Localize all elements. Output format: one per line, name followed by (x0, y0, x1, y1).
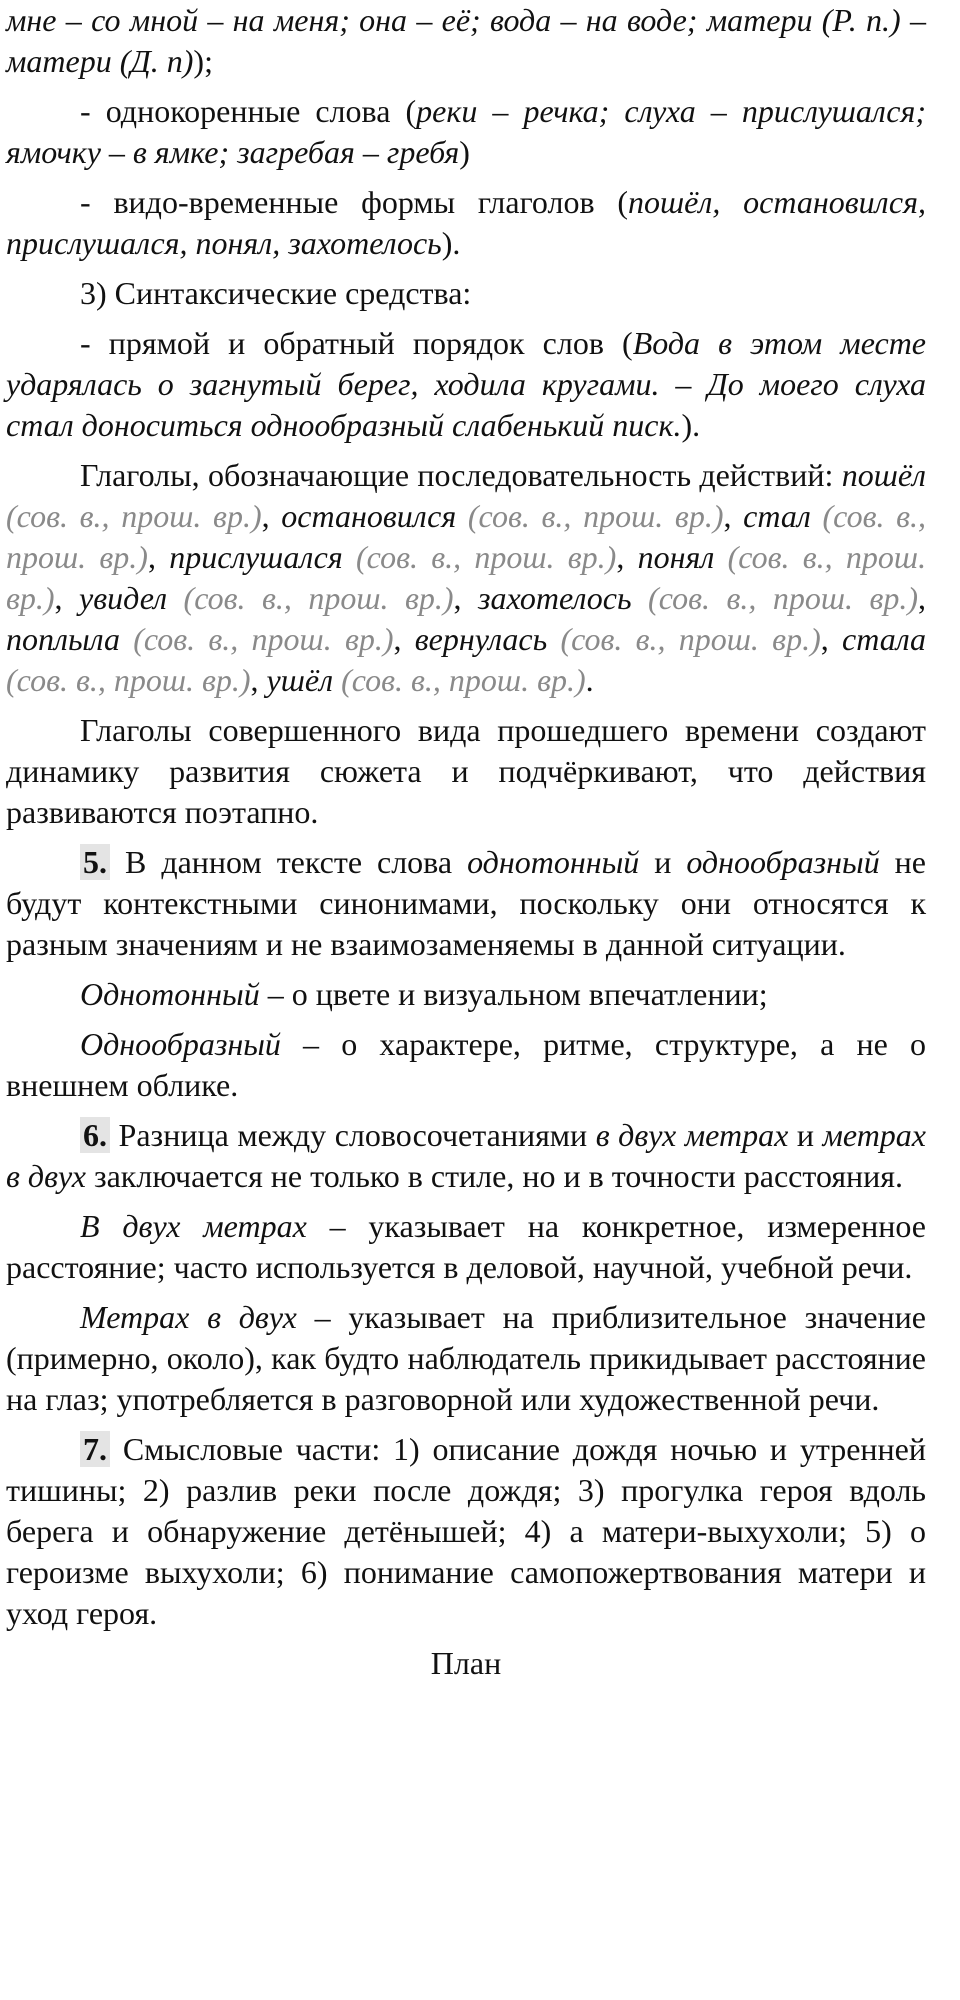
paragraph-odnoobrazny-definition (6, 1024, 926, 1106)
verb-grammar-note: (сов. в., прош. вр.) (341, 662, 586, 698)
examples-italic: мне – со мной – на меня; она – её; вода – на воде; матери (Р. п.) – матери (Д. п) (6, 2, 926, 79)
term-odnotonny-heading: Однотонный (80, 976, 260, 1012)
verb-grammar-note: (сов. в., прош. вр.) (6, 662, 251, 698)
paragraph-odnotonny-definition (6, 974, 926, 1015)
plan-heading-text: План (430, 1645, 502, 1681)
phrase-metrakh-v-dvukh: метрах в двух (6, 1117, 926, 1194)
task-6-text: Разница между словосочетаниями (110, 1117, 596, 1153)
separator: , (918, 580, 927, 616)
separator: , (54, 580, 63, 616)
verb-sequence-intro: Глаголы, обозначающие последовательность действий: (80, 457, 834, 493)
task-number-6: 6. (80, 1117, 110, 1153)
paragraph-examples-pronouns (6, 0, 926, 82)
task-7-text: Смысловые части: 1) описание дождя ночью и утренней тишины; 2) разлив реки после дождя; 3) прогулка героя вдоль берега и обнаружение детёнышей; 4) а матери-выхухоли; 5) о героизме выхухоли; 6) понимание самопожертвования матери и уход героя. (6, 1431, 926, 1631)
verb-grammar-note: (сов. в., прош. вр.) (6, 498, 927, 575)
phrase-v-dvukh-metrakh-heading: В двух метрах (80, 1208, 307, 1244)
verb-item: понял (637, 539, 715, 575)
verb-grammar-note: (сов. в., прош. вр.) (560, 621, 821, 657)
paragraph-v-dvukh-metrakh (6, 1206, 926, 1288)
perfective-conclusion-text: Глаголы совершенного вида прошедшего времени создают динамику развития сюжета и подчёркивают, что действия развиваются поэтапно. (6, 712, 926, 830)
conjunction: и (788, 1117, 823, 1153)
verb-item: захотелось (478, 580, 632, 616)
verb-forms-label: - видо-временные формы глаголов ( (80, 184, 629, 220)
verb-item: стал (743, 498, 811, 534)
verb-grammar-note: (сов. в., прош. вр.) (6, 539, 927, 616)
verb-item: стала (841, 621, 927, 657)
task-number-5: 5. (80, 844, 110, 880)
verb-forms-examples: пошёл, остановился, прислушался, понял, захотелось (6, 184, 927, 261)
paragraph-end: ) (459, 134, 470, 170)
separator: , (616, 539, 625, 575)
paragraph-task-5 (6, 842, 926, 965)
separator: , (147, 539, 156, 575)
verb-grammar-note: (сов. в., прош. вр.) (648, 580, 919, 616)
verb-item: увидел (79, 580, 168, 616)
term-odnotonny: однотонный (467, 844, 640, 880)
paragraph-word-order (6, 323, 926, 446)
verb-grammar-note: (сов. в., прош. вр.) (133, 621, 394, 657)
verb-item: пошёл (841, 457, 926, 493)
paragraph-cognate-words (6, 91, 926, 173)
task-5-text-end: не будут контекстными синонимами, поскольку они относятся к разным значениям и не взаимозаменяемы в данной ситуации. (6, 844, 927, 962)
plan-heading (6, 1643, 926, 1684)
paragraph-end: ). (441, 225, 461, 261)
cognate-examples: реки – речка; слуха – прислушался; ямочку – в ямке; загребая – гребя (6, 93, 927, 170)
verb-grammar-note: (сов. в., прош. вр.) (183, 580, 454, 616)
paragraph-end: ). (681, 407, 701, 443)
verb-grammar-note: (сов. в., прош. вр.) (467, 498, 724, 534)
task-5-text: В данном тексте слова (110, 844, 468, 880)
word-order-label: - прямой и обратный порядок слов ( (80, 325, 633, 361)
paragraph-verb-forms (6, 182, 926, 264)
separator: , (723, 498, 732, 534)
term-odnoobrazny-heading: Однообразный (80, 1026, 281, 1062)
odnotonny-definition: – о цвете и визуальном впечатлении; (259, 976, 768, 1012)
separator: , (820, 621, 829, 657)
separator: , (250, 662, 259, 698)
paragraph-task-7 (6, 1429, 926, 1634)
paragraph-end: ); (193, 43, 213, 79)
word-order-examples: Вода в этом месте ударялась о загнутый берег, ходила кругами. – До моего слуха стал доноситься однообразный слабенький писк. (6, 325, 927, 443)
separator: , (261, 498, 270, 534)
odnoobrazny-definition: – о характере, ритме, структуре, а не о внешнем облике. (6, 1026, 926, 1103)
term-odnoobrazny: однообразный (686, 844, 880, 880)
paragraph-task-6 (6, 1115, 926, 1197)
document-page (6, 0, 926, 1693)
verb-grammar-note: (сов. в., прош. вр.) (356, 539, 617, 575)
paragraph-perfective-conclusion (6, 710, 926, 833)
verb-item: поплыла (6, 621, 120, 657)
syntax-heading: 3) Синтаксические средства: (80, 275, 472, 311)
paragraph-verb-sequence (6, 455, 926, 701)
conjunction: и (639, 844, 687, 880)
metrakh-v-dvukh-definition: – указывает на приблизительное значение (примерно, около), как будто наблюдатель прикидывает расстояние на глаз; употребляется в разговорной или художественной речи. (6, 1299, 927, 1417)
verb-grammar-note: (сов. в., прош. вр.) (6, 498, 262, 534)
verb-item: ушёл (266, 662, 334, 698)
paragraph-metrakh-v-dvukh (6, 1297, 926, 1420)
cognate-label: - однокоренные слова ( (80, 93, 417, 129)
verb-sequence-list (6, 457, 926, 698)
task-6-text-end: заключается не только в стиле, но и в точности расстояния. (85, 1158, 904, 1194)
verb-item: остановился (281, 498, 457, 534)
v-dvukh-metrakh-definition: – указывает на конкретное, измеренное расстояние; часто используется в деловой, научной, учебной речи. (6, 1208, 927, 1285)
verb-item: прислушался (169, 539, 343, 575)
separator: , (393, 621, 402, 657)
phrase-v-dvukh-metrakh: в двух метрах (595, 1117, 789, 1153)
separator: , (453, 580, 462, 616)
paragraph-syntax-heading (6, 273, 926, 314)
phrase-metrakh-v-dvukh-heading: Метрах в двух (80, 1299, 297, 1335)
verb-item: вернулась (414, 621, 548, 657)
separator: . (585, 662, 594, 698)
task-number-7: 7. (80, 1431, 110, 1467)
